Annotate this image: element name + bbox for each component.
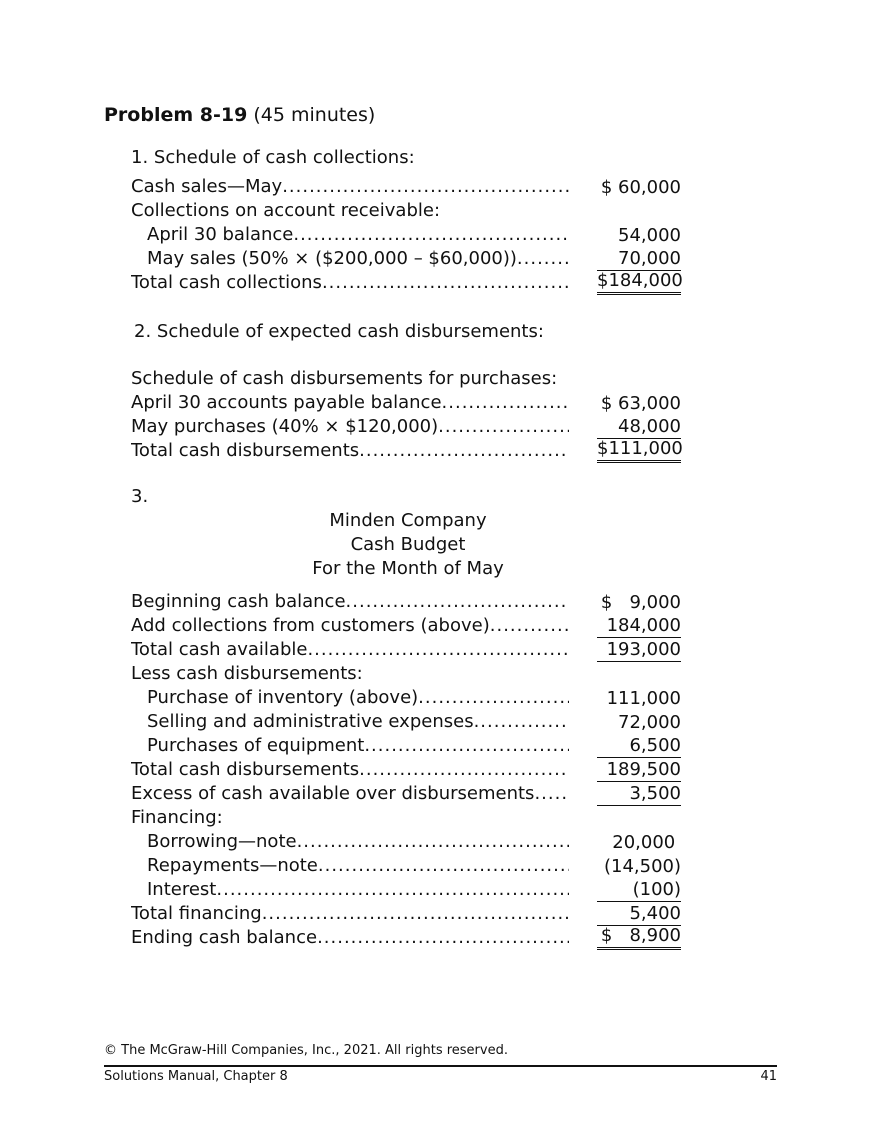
row-label-cell (131, 806, 569, 830)
row-amount: 111,000 (606, 688, 681, 709)
dot-leader (364, 734, 569, 758)
row-amount: 54,000 (618, 225, 681, 246)
row-label-cell (131, 247, 569, 271)
dot-leader (293, 223, 569, 247)
company-name: Minden Company (329, 510, 487, 531)
row-label-cell (131, 590, 569, 614)
problem-number: Problem 8-19 (104, 104, 248, 126)
row-label: April 30 balance (147, 224, 294, 245)
dot-leader (322, 271, 569, 295)
row-label-cell (131, 734, 569, 758)
statement-name: Cash Budget (350, 534, 466, 555)
dot-leader (307, 638, 569, 662)
table-row (131, 439, 681, 463)
dot-leader (359, 439, 569, 463)
table-row (131, 686, 681, 710)
row-amount: $ 9,000 (600, 592, 681, 613)
footer-divider (104, 1065, 777, 1067)
dot-leader (318, 854, 569, 878)
row-label-cell (131, 854, 569, 878)
dot-leader (359, 758, 569, 782)
book-chapter: Solutions Manual, Chapter 8 (104, 1069, 288, 1084)
row-amount: 5,400 (597, 903, 681, 926)
table-row (131, 614, 681, 638)
row-label-cell (131, 614, 569, 638)
copyright-notice: © The McGraw-Hill Companies, Inc., 2021. All rights reserved. (104, 1043, 508, 1058)
row-label: Total cash available (131, 639, 308, 660)
row-label: Borrowing—note (147, 831, 297, 852)
row-label-cell (131, 782, 569, 806)
table-row (131, 830, 681, 854)
dot-leader (438, 415, 569, 439)
row-label: Interest (147, 879, 217, 900)
row-label: April 30 accounts payable balance (131, 392, 442, 413)
row-amount: 20,000 (612, 832, 681, 853)
problem-time: (45 minutes) (253, 104, 376, 126)
row-amount: $ 8,900 (597, 925, 681, 950)
dot-leader (534, 782, 569, 806)
cash-budget-table (131, 590, 681, 950)
part1-heading: 1. Schedule of cash collections: (131, 147, 415, 168)
row-label: Total cash collections (131, 272, 322, 293)
row-label: Total cash disbursements (131, 440, 360, 461)
table-row (131, 734, 681, 758)
row-label: Total financing (131, 903, 262, 924)
row-label-cell (131, 415, 569, 439)
problem-title (104, 104, 375, 126)
row-label: Purchase of inventory (above) (147, 687, 419, 708)
dot-leader (346, 590, 569, 614)
row-amount: 193,000 (597, 639, 681, 662)
row-label-cell (131, 710, 569, 734)
table-row (131, 926, 681, 950)
table-row (131, 806, 681, 830)
table-row (131, 782, 681, 806)
dot-leader (418, 686, 569, 710)
page-number: 41 (760, 1069, 777, 1084)
row-label: Schedule of cash disbursements for purchases: (131, 368, 558, 389)
row-label-cell (131, 439, 569, 463)
row-label: Financing: (131, 807, 223, 828)
row-label-cell (131, 878, 569, 902)
row-label: Beginning cash balance (131, 591, 346, 612)
table-row (131, 878, 681, 902)
row-amount: 70,000 (597, 248, 681, 271)
row-label-cell (131, 223, 569, 247)
table-row (131, 175, 681, 199)
dot-leader (282, 175, 569, 199)
row-label: Selling and administrative expenses (147, 711, 474, 732)
row-amount: 72,000 (618, 712, 681, 733)
table-row (131, 199, 681, 223)
table-row (131, 271, 681, 295)
dot-leader (490, 614, 569, 638)
row-amount: (14,500) (603, 856, 681, 877)
table-row (131, 758, 681, 782)
table-row (131, 854, 681, 878)
row-label: Repayments—note (147, 855, 318, 876)
row-label: Collections on account receivable: (131, 200, 441, 221)
dot-leader (517, 247, 569, 271)
table-row (131, 590, 681, 614)
dot-leader (474, 710, 569, 734)
row-label-cell (131, 926, 569, 950)
table-row (131, 415, 681, 439)
row-label: May sales (50% × ($200,000 – $60,000)) (147, 248, 517, 269)
row-label-cell (131, 902, 569, 926)
row-amount: 189,500 (597, 759, 681, 782)
dot-leader (216, 878, 569, 902)
row-amount: $ 60,000 (600, 177, 681, 198)
row-label-cell (131, 391, 569, 415)
row-label: Cash sales—May (131, 176, 283, 197)
row-label-cell (131, 758, 569, 782)
table-row (131, 902, 681, 926)
row-label-cell (131, 175, 569, 199)
table-row (131, 662, 681, 686)
row-amount: $111,000 (597, 438, 681, 463)
table-row (131, 247, 681, 271)
cash-collections-schedule (131, 175, 681, 295)
table-row (131, 391, 681, 415)
row-label-cell (131, 638, 569, 662)
dot-leader (262, 902, 569, 926)
row-label-cell (131, 662, 569, 686)
row-label: May purchases (40% × $120,000) (131, 416, 439, 437)
row-amount: 3,500 (597, 783, 681, 806)
row-label: Total cash disbursements (131, 759, 360, 780)
statement-period: For the Month of May (312, 558, 504, 579)
row-label: Excess of cash available over disbursements (131, 783, 535, 804)
table-row (131, 367, 681, 391)
row-label-cell (131, 686, 569, 710)
dot-leader (442, 391, 569, 415)
row-label-cell (131, 367, 569, 391)
row-label: Purchases of equipment (147, 735, 365, 756)
table-row (131, 710, 681, 734)
cash-disbursements-schedule (131, 367, 681, 463)
part2-heading: 2. Schedule of expected cash disbursements: (134, 321, 544, 342)
row-amount: 6,500 (597, 735, 681, 758)
row-amount: 48,000 (597, 416, 681, 439)
dot-leader (317, 926, 569, 950)
row-amount: (100) (597, 879, 681, 902)
row-amount: 184,000 (597, 615, 681, 638)
row-label-cell (131, 830, 569, 854)
row-label-cell (131, 199, 569, 223)
row-amount: $ 63,000 (600, 393, 681, 414)
row-label-cell (131, 271, 569, 295)
table-row (131, 223, 681, 247)
table-row (131, 638, 681, 662)
dot-leader (297, 830, 569, 854)
row-label: Less cash disbursements: (131, 663, 363, 684)
part3-heading: 3. (131, 486, 149, 507)
row-amount: $184,000 (597, 270, 681, 295)
row-label: Ending cash balance (131, 927, 318, 948)
row-label: Add collections from customers (above) (131, 615, 490, 636)
